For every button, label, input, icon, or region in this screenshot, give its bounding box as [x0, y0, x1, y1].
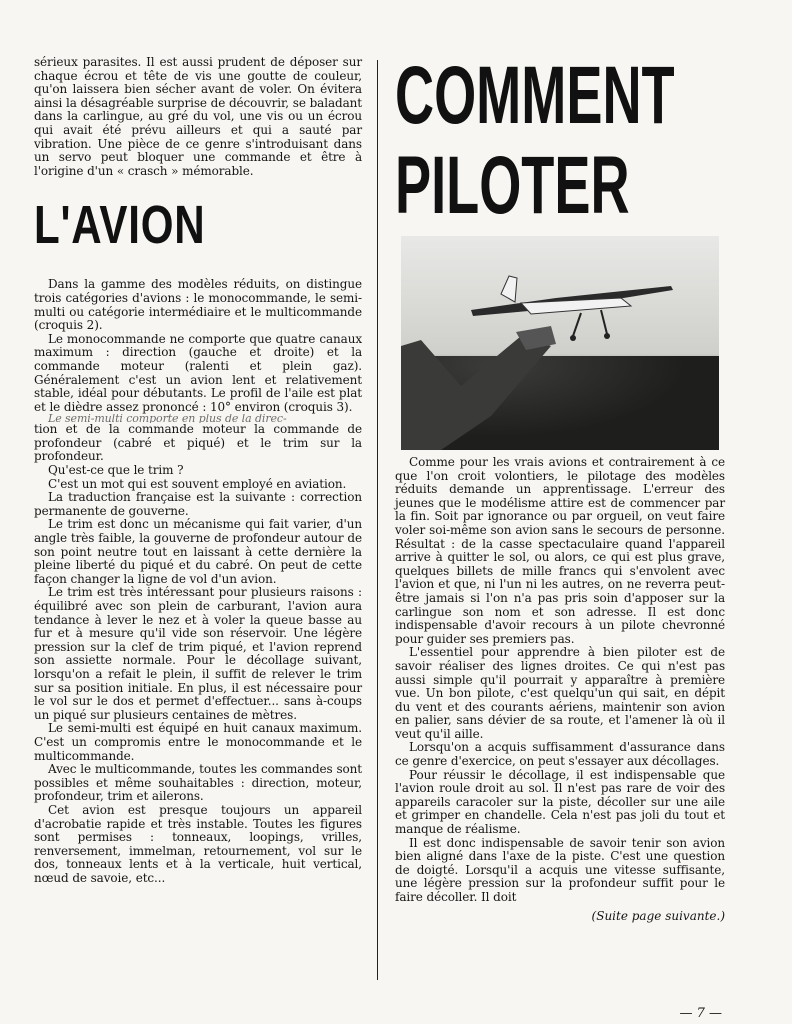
- body-paragraph: C'est un mot qui est souvent employé en aviation.: [48, 476, 347, 491]
- body-paragraph: Cet avion est presque toujours un appareil d'acrobatie rapide et très instable. Toutes les figures sont permises : tonneaux, loopings, vrilles, renversement, immelman, retournement, vol sur le dos, tonneaux lents et à la verticale, huit vertical, nœud de savoie, etc...: [34, 802, 362, 885]
- airplane-photo: [401, 236, 719, 450]
- body-paragraph-cut: Le semi-multi comporte en plus de la direc-: [48, 414, 287, 424]
- body-paragraph: Le trim est donc un mécanisme qui fait varier, d'un angle très faible, la gouverne de profondeur autour de son point neutre tout en laissant à cette dernière la pleine liberté du piqué et du cabré. On peut de cette façon changer la ligne de vol d'un avion.: [34, 517, 362, 586]
- body-paragraph: Le monocommande ne comporte que quatre canaux maximum : direction (gauche et droite) et la commande moteur (ralenti et plein gaz). Généralement c'est un avion lent et relativement stable, idéal pour débutants. Le profil de l'aile est plat et le dièdre assez prononcé : 10° environ (croquis 3).: [34, 331, 362, 414]
- body-paragraph: Le trim est très intéressant pour plusieurs raisons : équilibré avec son plein de carburant, l'avion aura tendance à lever le nez et à voler la queue basse au fur et à mesure qu'il vide son réservoir. Une légère pression sur la clef de trim piqué, et l'avion reprend son assiette normale. Pour le décollage suivant, lorsqu'on a refait le plein, il suffit de relever le trim sur sa position initiale. En plus, il est nécessaire pour le vol sur le dos et permet d'effectuer... sans à-coups un piqué sur plusieurs centaines de mètres.: [34, 585, 362, 722]
- body-paragraph: Avec le multicommande, toutes les commandes sont possibles et même souhaitables : direction, moteur, profondeur, trim et ailerons.: [34, 762, 362, 804]
- body-paragraph: Dans la gamme des modèles réduits, on distingue trois catégories d'avions : le monocommande, le semi-multi ou catégorie intermédiaire et le multicommande (croquis 2).: [34, 277, 362, 333]
- body-paragraph: La traduction française est la suivante : correction permanente de gouverne.: [34, 490, 362, 518]
- column-divider: [377, 60, 378, 980]
- body-paragraph: tion et de la commande moteur la commande de profondeur (cabré et piqué) et le trim sur la profondeur.: [34, 422, 362, 464]
- body-paragraph: Lorsqu'on a acquis suffisamment d'assurance dans ce genre d'exercice, on peut s'essayer aux décollages.: [395, 740, 725, 769]
- body-paragraph: Comme pour les vrais avions et contrairement à ce que l'on croit volontiers, le pilotage des modèles réduits demande un apprentissage. L'erreur des jeunes que le modélisme attire est de commencer par la fin. Soit par ignorance ou par orgueil, on veut faire voler soi-même son avion sans le secours de personne. Résultat : de la casse spectaculaire quand l'appareil arrive à quitter le sol, ou alors, ce qui est plus grave, quelques billets de mille francs qui s'envolent avec l'avion et que, ni l'un ni les autres, on ne reverra peut-être jamais si l'on n'a pas pris soin d'apposer sur la carlingue son nom et son adresse. Il est donc indispensable d'avoir recours à un pilote chevronné pour guider ses premiers pas.: [395, 455, 725, 646]
- right-column: [395, 50, 725, 923]
- continued-note: (Suite page suivante.): [591, 908, 725, 923]
- body-paragraph: Il est donc indispensable de savoir tenir son avion bien aligné dans l'axe de la piste. C'est une question de doigté. Lorsqu'il a acquis une vitesse suffisante, une légère pression sur la profondeur suffit pour le faire décoller. Il doit: [395, 835, 725, 904]
- throwing-arm-image: [401, 326, 561, 450]
- body-paragraph: L'essentiel pour apprendre à bien piloter est de savoir réaliser des lignes droites. Ce qui n'est pas aussi simple qu'il pourrait y apparaître à première vue. Un bon pilote, c'est quelqu'un qui sait, en dépit du vent et des courants aériens, maintenir son avion en palier, sans dévier de sa route, et l'amener là où il veut qu'il aille.: [395, 645, 725, 741]
- page-number: — 7 —: [679, 1006, 722, 1021]
- title-line-1: COMMENT: [395, 50, 675, 141]
- body-paragraph: Pour réussir le décollage, il est indispensable que l'avion roule droit au sol. Il n'est pas rare de voir des appareils caracoler sur la piste, décoller sur une aile et grimper en chandelle. Cela n'est pas joli du tout et manque de réalisme.: [395, 767, 725, 837]
- title-line-2: PILOTER: [395, 140, 630, 231]
- intro-paragraph: sérieux parasites. Il est aussi prudent de déposer sur chaque écrou et tête de vis une goutte de couleur, qu'on laissera bien sécher avant de voler. On évitera ainsi la désagréable surprise de découvrir, se baladant dans la carlingue, au gré du vol, une vis ou un écrou qui avait été prévu ailleurs et qui a sauté par vibration. Une pièce de ce genre s'introduisant dans un servo peut bloquer une commande et être à l'origine d'un « crasch » mémorable.: [34, 55, 362, 178]
- body-paragraph: Qu'est-ce que le trim ?: [48, 463, 184, 478]
- left-column: [34, 56, 362, 885]
- body-paragraph: Le semi-multi est équipé en huit canaux maximum. C'est un compromis entre le monocommande et le multicommande.: [34, 721, 362, 763]
- section-title-avion: L'AVION: [34, 195, 206, 256]
